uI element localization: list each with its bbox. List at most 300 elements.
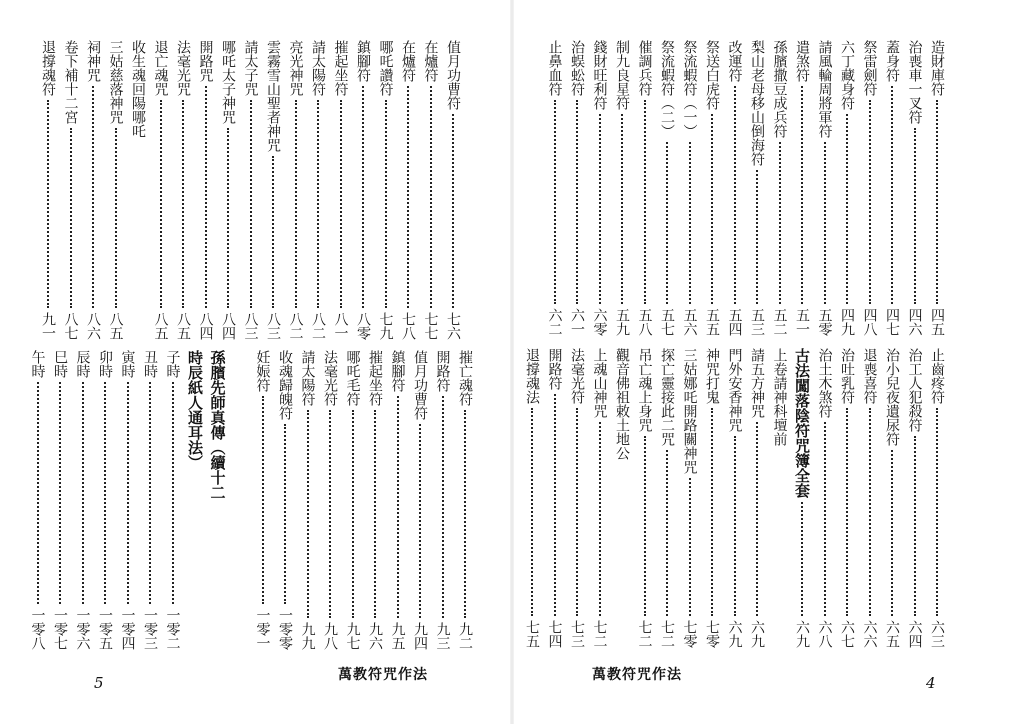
toc-entry-page: 四八 (861, 308, 878, 336)
toc-entry-page: 五九 (614, 308, 630, 336)
toc-entry-page: 六二 (546, 308, 563, 336)
dot-leader (801, 86, 803, 304)
toc-entry-title: 子時 (164, 350, 181, 378)
toc-entry (297, 350, 319, 650)
toc-entry-title: 探亡靈接此二咒 (659, 348, 675, 446)
toc-entry (387, 350, 409, 650)
toc-entry-title: 古法闖落陰符咒簿全套 (793, 348, 811, 498)
toc-entry-title: 治小兒夜遺尿符 (884, 348, 900, 446)
toc-entry (701, 40, 723, 336)
toc-entry-page: 七二 (659, 620, 675, 648)
toc-entry (814, 348, 836, 648)
toc-entry-title: 收魂歸魄符 (277, 350, 293, 420)
dot-leader (734, 86, 736, 304)
dot-leader (644, 100, 646, 304)
toc-entry (117, 350, 139, 650)
toc-entry-title: 法毫光符 (569, 348, 585, 404)
toc-entry-title: 請風輪周將軍符 (816, 40, 833, 138)
toc-entry-page: 六九 (749, 620, 765, 648)
dot-leader (824, 422, 826, 616)
toc-entry-title: 摧起坐符 (367, 350, 383, 406)
toc-entry-page: 四六 (906, 308, 923, 336)
toc-entry (791, 348, 813, 648)
toc-entry (589, 40, 611, 336)
dot-leader (914, 128, 916, 304)
toc-entry-title: 制九良星符 (614, 40, 630, 110)
toc-entry-title: 祭送白虎符 (704, 40, 720, 110)
dot-leader (576, 100, 578, 304)
dot-leader (397, 396, 399, 618)
toc-entry (611, 40, 633, 336)
toc-entry (352, 40, 374, 340)
dot-leader (250, 100, 252, 308)
toc-entry-page: 七九 (377, 312, 394, 340)
dot-leader (182, 100, 184, 308)
dot-leader (340, 100, 342, 308)
toc-entry (27, 350, 49, 650)
toc-entry-page: 八四 (220, 312, 236, 340)
toc-entry-title: 三姑娜吒開路關神咒 (681, 348, 698, 474)
toc-entry (904, 348, 926, 648)
toc-entry-page: 五七 (659, 308, 675, 336)
toc-entry-page: 四七 (884, 308, 900, 336)
toc-entry (139, 350, 161, 650)
toc-entry (746, 40, 768, 336)
toc-entry (37, 40, 59, 340)
toc-entry (207, 350, 229, 650)
toc-entry (150, 40, 172, 340)
toc-entry-page: 八五 (152, 312, 169, 340)
toc-entry-title: 梨山老母移山倒海符 (749, 40, 765, 166)
toc-entry-page: 五五 (704, 308, 720, 336)
toc-entry (859, 348, 881, 648)
toc-entry-page: 六七 (839, 620, 855, 648)
toc-entry-title: 吊亡魂上身咒 (636, 348, 653, 432)
toc-entry (544, 348, 566, 648)
dot-leader (824, 142, 826, 304)
toc-entry (397, 40, 419, 340)
toc-entry-title: 改運符 (726, 40, 743, 82)
toc-entry (679, 348, 701, 648)
toc-entry (589, 348, 611, 648)
toc-entry-title: 祠神咒 (85, 40, 101, 82)
toc-entry (881, 348, 903, 648)
dot-leader (711, 408, 713, 616)
dot-leader (689, 142, 691, 304)
toc-entry (634, 348, 656, 648)
toc-entry-page: 六零 (591, 308, 608, 336)
toc-entry-title: 在爐符 (422, 40, 439, 82)
toc-entry (127, 40, 149, 340)
toc-entry-page: 七五 (524, 620, 540, 648)
toc-entry-page: 九四 (412, 622, 428, 650)
dot-leader (307, 410, 309, 618)
toc-entry-title: 午時 (29, 350, 46, 378)
toc-entry-page: 五八 (636, 308, 653, 336)
dot-leader (914, 436, 916, 616)
toc-entry-title: 退撐魂符 (40, 40, 56, 96)
toc-entry-title: 六丁藏身符 (839, 40, 855, 110)
toc-entry-title: 值月功曹符 (412, 350, 428, 420)
toc-entry-title: 催調兵符 (636, 40, 653, 96)
toc-entry (791, 40, 813, 336)
dot-leader (869, 100, 871, 304)
toc-entry (926, 40, 948, 336)
toc-entry (285, 40, 307, 340)
dot-leader (846, 408, 848, 616)
toc-entry (701, 348, 723, 648)
page-number-right: 4 (926, 674, 936, 692)
toc-entry-page: 六九 (794, 620, 810, 648)
toc-entry-page: 八三 (242, 312, 259, 340)
dot-leader (329, 410, 331, 618)
dot-leader (711, 114, 713, 304)
toc-entry-page: 八三 (265, 312, 281, 340)
toc-entry (859, 40, 881, 336)
toc-entry-page: 一零一 (254, 608, 271, 650)
toc-entry-title: 門外安香神咒 (726, 348, 743, 432)
toc-entry-page: 八二 (287, 312, 304, 340)
dot-leader (127, 382, 129, 604)
toc-entry (634, 40, 656, 336)
toc-entry (60, 40, 82, 340)
toc-entry-title: 丑時 (142, 350, 158, 378)
toc-entry-page: 五二 (771, 308, 788, 336)
toc-entry-title: 治土木煞符 (816, 348, 833, 418)
toc-entry-title: 妊娠符 (254, 350, 271, 392)
toc-entry-title: 觀音佛祖敕土地公 (614, 348, 630, 460)
toc-entry-page: 九三 (434, 622, 451, 650)
toc-entry-title: 在爐符 (400, 40, 416, 82)
toc-entry-page: 七六 (445, 312, 461, 340)
toc-entry-title: 開路符 (434, 350, 451, 392)
toc-entry-page: 八六 (85, 312, 101, 340)
toc-entry (656, 40, 678, 336)
toc-entry-page: 一零二 (164, 608, 181, 650)
toc-entry (724, 40, 746, 336)
toc-entry-page: 一零六 (74, 608, 91, 650)
toc-entry-page: 六九 (726, 620, 743, 648)
dot-leader (70, 128, 72, 308)
toc-entry-page: 一零五 (97, 608, 113, 650)
toc-entry-title: 卯時 (97, 350, 113, 378)
toc-entry-page: 九六 (367, 622, 383, 650)
toc-entry (307, 40, 329, 340)
toc-entry (262, 40, 284, 340)
toc-entry-title: 請太陽符 (299, 350, 316, 406)
toc-block-left-top (37, 40, 465, 340)
toc-entry-page: 六八 (816, 620, 833, 648)
toc-entry-page: 五一 (794, 308, 810, 336)
toc-entry-title: 摧起坐符 (332, 40, 349, 96)
toc-entry (94, 350, 116, 650)
toc-entry (566, 40, 588, 336)
dot-leader (59, 382, 61, 604)
toc-entry-page: 七零 (704, 620, 720, 648)
toc-entry-title: 卷下補十二宮 (62, 40, 79, 124)
dot-leader (272, 156, 274, 308)
toc-entry-title: 上魂山神咒 (591, 348, 608, 418)
toc-entry (746, 348, 768, 648)
toc-entry-title: 治吐乳符 (839, 348, 855, 404)
toc-entry-title: 錢財旺利符 (591, 40, 608, 110)
dot-leader (846, 114, 848, 304)
toc-entry-title: 祭流蝦符（二） (659, 40, 675, 138)
toc-entry-title: 神咒打鬼 (704, 348, 720, 404)
toc-entry-page: 七二 (591, 620, 608, 648)
toc-entry (240, 40, 262, 340)
toc-entry-title: 雲霧雪山聖者神咒 (265, 40, 281, 152)
toc-entry-title: 遣煞符 (794, 40, 810, 82)
toc-entry (566, 348, 588, 648)
toc-entry-page: 八四 (197, 312, 214, 340)
toc-entry-page: 七二 (636, 620, 653, 648)
toc-entry (195, 40, 217, 340)
dot-leader (756, 422, 758, 616)
toc-entry (82, 40, 104, 340)
toc-entry-page: 九二 (457, 622, 473, 650)
toc-entry (432, 350, 454, 650)
toc-entry-page: 八七 (62, 312, 79, 340)
toc-entry (252, 350, 274, 650)
dot-leader (160, 100, 162, 308)
toc-entry-title: 祭雷劍符 (861, 40, 878, 96)
toc-entry-page: 一零七 (52, 608, 68, 650)
toc-entry (342, 350, 364, 650)
toc-entry-page: 六四 (906, 620, 923, 648)
toc-entry (162, 350, 184, 650)
dot-leader (352, 410, 354, 618)
toc-entry-title: 時辰紙人通耳法） (186, 350, 204, 470)
dot-leader (317, 100, 319, 308)
dot-leader (419, 424, 421, 618)
toc-entry-title: 祭流蝦符（一） (681, 40, 698, 138)
toc-entry-page: 七八 (400, 312, 416, 340)
dot-leader (936, 100, 938, 304)
toc-entry-title: 鎮腳符 (355, 40, 371, 82)
toc-entry (72, 350, 94, 650)
toc-entry-title: 請太子咒 (242, 40, 259, 96)
toc-entry-title: 退亡魂咒 (152, 40, 169, 96)
dot-leader (531, 408, 533, 616)
toc-entry-page: 八二 (310, 312, 326, 340)
toc-entry (679, 40, 701, 336)
toc-entry-title: 開路符 (546, 348, 563, 390)
toc-entry-title: 退撐魂法 (524, 348, 540, 404)
dot-leader (362, 86, 364, 308)
toc-entry-page: 五零 (816, 308, 833, 336)
toc-entry-page: 六六 (861, 620, 878, 648)
toc-entry-page: 七零 (681, 620, 698, 648)
toc-entry-title: 寅時 (119, 350, 136, 378)
toc-entry (611, 348, 633, 648)
toc-entry (926, 348, 948, 648)
toc-entry (105, 40, 127, 340)
dot-leader (554, 394, 556, 616)
toc-entry (172, 40, 194, 340)
dot-leader (295, 100, 297, 308)
dot-leader (756, 170, 758, 304)
toc-entry-page: 八零 (355, 312, 371, 340)
toc-entry-title: 亮光神咒 (287, 40, 304, 96)
toc-entry-title: 止鼻血符 (546, 40, 563, 96)
toc-entry (724, 348, 746, 648)
toc-entry-page: 一零八 (29, 608, 46, 650)
dot-leader (172, 382, 174, 604)
dot-leader (554, 100, 556, 304)
dot-leader (82, 382, 84, 604)
dot-leader (47, 100, 49, 308)
toc-block-right-top (543, 40, 948, 336)
toc-entry (881, 40, 903, 336)
toc-entry (769, 348, 791, 648)
toc-entry-title: 孫臏先師真傳（續十二 (208, 350, 227, 500)
toc-entry (319, 350, 341, 650)
dot-leader (385, 100, 387, 308)
toc-block-left-bottom (26, 350, 476, 650)
toc-entry-page: 七三 (569, 620, 585, 648)
toc-entry-title: 法毫光符 (322, 350, 338, 406)
dot-leader (599, 114, 601, 304)
toc-entry-title: 請五方神咒 (749, 348, 765, 418)
toc-entry-title: 造財庫符 (929, 40, 945, 96)
dot-leader (149, 382, 151, 604)
toc-entry-title: 治工人犯殺符 (906, 348, 923, 432)
toc-entry (364, 350, 386, 650)
toc-entry-title: 法毫光咒 (175, 40, 191, 96)
dot-leader (430, 86, 432, 308)
toc-entry (521, 348, 543, 648)
toc-entry (769, 40, 791, 336)
toc-entry-title: 孫臏撒豆成兵符 (771, 40, 788, 138)
toc-entry-title: 摧亡魂符 (457, 350, 473, 406)
page-number-left: 5 (94, 674, 104, 692)
toc-entry-title: 收生魂回陽哪吒 (130, 40, 146, 138)
dot-leader (576, 408, 578, 616)
toc-entry-title: 開路咒 (197, 40, 214, 82)
dot-leader (666, 450, 668, 616)
dot-leader (689, 478, 691, 616)
toc-entry-page: 四九 (839, 308, 855, 336)
dot-leader (452, 114, 454, 308)
toc-entry (442, 40, 464, 340)
toc-entry-page: 九一 (40, 312, 56, 340)
toc-entry (836, 348, 858, 648)
toc-entry-title: 三姑慈落神咒 (107, 40, 124, 124)
toc-entry-page: 七四 (546, 620, 563, 648)
running-footer-right: 萬教符咒作法 (592, 667, 682, 683)
dot-leader (891, 450, 893, 616)
toc-entry-page: 五三 (749, 308, 765, 336)
toc-entry-title: 值月功曹符 (445, 40, 461, 110)
dot-leader (599, 422, 601, 616)
dot-leader (891, 86, 893, 304)
toc-entry (184, 350, 206, 650)
toc-entry-page: 九八 (322, 622, 338, 650)
toc-entry (409, 350, 431, 650)
dot-leader (666, 142, 668, 304)
toc-entry (904, 40, 926, 336)
toc-entry (836, 40, 858, 336)
toc-entry-page: 六五 (884, 620, 900, 648)
toc-entry-page: 九七 (344, 622, 361, 650)
toc-entry-page: 八五 (107, 312, 124, 340)
toc-entry (217, 40, 239, 340)
dot-leader (115, 128, 117, 308)
toc-entry-page: 六三 (929, 620, 945, 648)
right-page (512, 0, 1024, 724)
toc-entry-page: 六一 (569, 308, 585, 336)
toc-entry (656, 348, 678, 648)
toc-entry-page: 九九 (299, 622, 316, 650)
toc-entry (454, 350, 476, 650)
toc-entry-title: 請太陽符 (310, 40, 326, 96)
toc-entry-page: 一零四 (119, 608, 136, 650)
dot-leader (205, 86, 207, 308)
toc-entry-title: 治喪車一叉符 (906, 40, 923, 124)
toc-entry-title: 上卷請神科壇前 (771, 348, 788, 446)
toc-entry-title: 蓋身符 (884, 40, 900, 82)
dot-leader (374, 410, 376, 618)
dot-leader (779, 142, 781, 304)
dot-leader (104, 382, 106, 604)
dot-leader (464, 410, 466, 618)
toc-entry-page: 九五 (389, 622, 406, 650)
toc-entry (49, 350, 71, 650)
toc-entry (814, 40, 836, 336)
dot-leader (936, 408, 938, 616)
dot-leader (227, 128, 229, 308)
toc-entry-title: 止齒疼符 (929, 348, 945, 404)
toc-entry-title: 辰時 (74, 350, 91, 378)
dot-leader (801, 502, 803, 616)
toc-entry-page: 五四 (726, 308, 743, 336)
toc-entry (420, 40, 442, 340)
toc-entry (229, 350, 251, 650)
toc-entry (544, 40, 566, 336)
toc-block-right-bottom (521, 348, 949, 648)
toc-entry-page: 一零零 (277, 608, 293, 650)
dot-leader (869, 408, 871, 616)
toc-entry-title: 鎮腳符 (389, 350, 406, 392)
toc-entry (274, 350, 296, 650)
dot-leader (407, 86, 409, 308)
running-footer-left: 萬教符咒作法 (338, 667, 428, 683)
dot-leader (92, 86, 94, 308)
toc-entry (375, 40, 397, 340)
toc-entry-page: 四五 (929, 308, 945, 336)
toc-entry-title: 哪吒毛符 (344, 350, 361, 406)
toc-entry-page: 八一 (332, 312, 349, 340)
toc-entry-title: 哪吒太子神咒 (220, 40, 236, 124)
dot-leader (284, 424, 286, 604)
toc-entry-page: 八五 (175, 312, 191, 340)
dot-leader (734, 436, 736, 616)
toc-entry-title: 哪吒讚符 (377, 40, 394, 96)
dot-leader (442, 396, 444, 618)
toc-entry-title: 治蜈蚣符 (569, 40, 585, 96)
toc-entry-title: 退喪喜符 (861, 348, 878, 404)
dot-leader (262, 396, 264, 604)
dot-leader (37, 382, 39, 604)
dot-leader (621, 114, 623, 304)
toc-entry (330, 40, 352, 340)
toc-entry-page: 五六 (681, 308, 698, 336)
toc-entry-title: 巳時 (52, 350, 68, 378)
toc-entry-page: 一零三 (142, 608, 158, 650)
toc-entry-page: 七七 (422, 312, 439, 340)
dot-leader (644, 436, 646, 616)
